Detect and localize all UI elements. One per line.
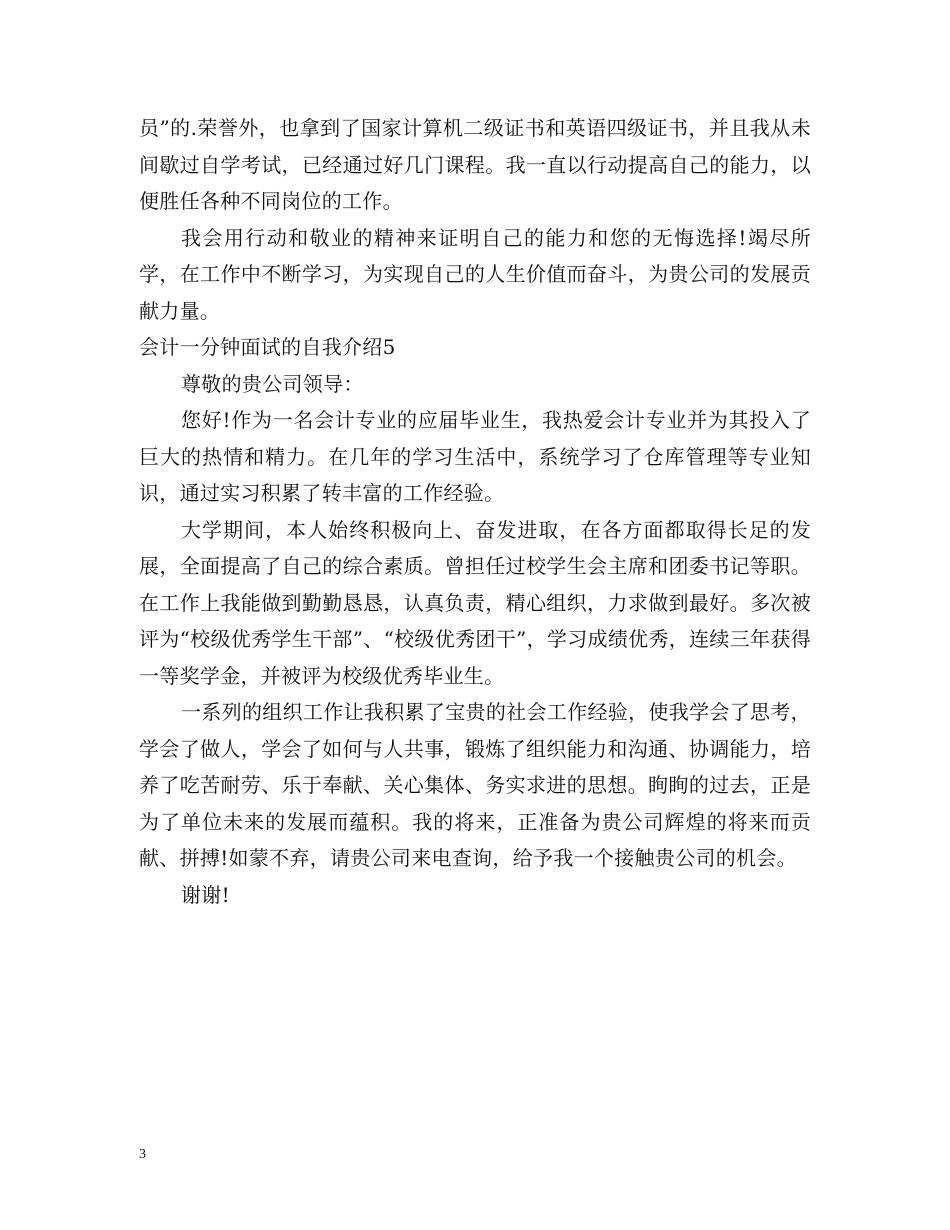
section-heading: 会计一分钟面试的自我介绍5 <box>139 335 396 359</box>
page-number: 3 <box>139 1147 146 1162</box>
paragraph: 我会用行动和敬业的精神来证明自己的能力和您的无悔选择!竭尽所学，在工作中不断学习，为实现自己的人生价值而奋斗，为贵公司的发展贡献力量。 <box>139 225 811 323</box>
paragraph: 大学期间，本人始终积极向上、奋发进取，在各方面都取得长足的发展，全面提高了自己的综合素质。曾担任过校学生会主席和团委书记等职。在工作上我能做到勤勤恳恳，认真负责，精心组织，力求做到最好。多次被评为“校级优秀学生干部”、“校级优秀团干”，学习成绩优秀，连续三年获得一等奖学金，并被评为校级优秀毕业生。 <box>139 517 811 688</box>
paragraph: 您好!作为一名会计专业的应届毕业生，我热爱会计专业并为其投入了巨大的热情和精力。在几年的学习生活中，系统学习了仓库管理等专业知识，通过实习积累了转丰富的工作经验。 <box>139 408 811 505</box>
paragraph: 一系列的组织工作让我积累了宝贵的社会工作经验，使我学会了思考，学会了做人，学会了如何与人共事，锻炼了组织能力和沟通、协调能力，培养了吃苦耐劳、乐于奉献、关心集体、务实求进的思想。眴眴的过去，正是为了单位未来的发展而蕴积。我的将来，正准备为贵公司辉煌的将来而贡献、拼搏!如蒙不弃，请贵公司来电查询，给予我一个接触贵公司的机会。 <box>139 700 811 870</box>
paragraph-continued: 员”的.荣誉外，也拿到了国家计算机二级证书和英语四级证书，并且我从未间歇过自学考试，已经通过好几门课程。我一直以行动提高自己的能力，以便胜任各种不同岗位的工作。 <box>139 116 811 213</box>
salutation: 尊敬的贵公司领导： <box>181 371 364 396</box>
closing: 谢谢! <box>181 882 230 907</box>
document-body <box>139 110 811 913</box>
